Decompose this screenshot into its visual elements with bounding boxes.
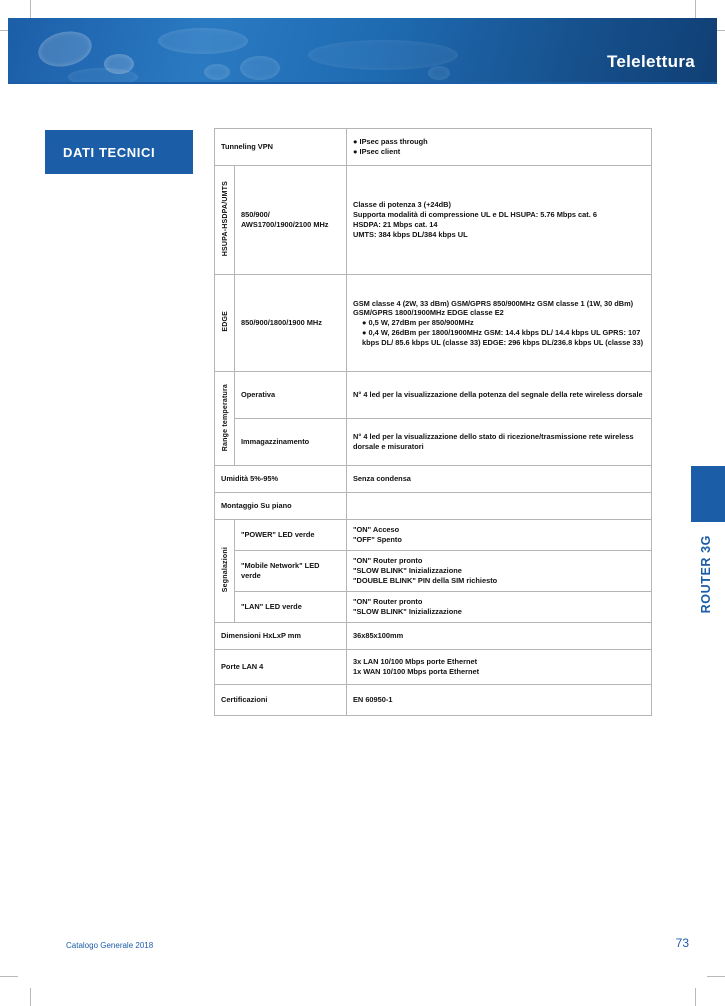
section-tab-label: ROUTER 3G (699, 535, 713, 614)
page-title: Telelettura (606, 52, 695, 71)
header-rule (8, 82, 717, 84)
water-drop-decoration (35, 27, 95, 71)
row-label: 850/900/1800/1900 MHz (235, 275, 347, 372)
row-group-label: EDGE (215, 275, 235, 372)
row-label: Porte LAN 4 (215, 650, 347, 685)
row-label: "LAN" LED verde (235, 592, 347, 623)
row-value: "ON" Router pronto "SLOW BLINK" Inizializzazione "DOUBLE BLINK" PIN della SIM richiesto (347, 551, 652, 592)
row-label: Tunneling VPN (215, 129, 347, 166)
row-value: N° 4 led per la visualizzazione dello stato di ricezione/trasmissione rete wireless dorsale e misuratori (347, 419, 652, 466)
row-label: 850/900/ AWS1700/1900/2100 MHz (235, 166, 347, 275)
row-value: N° 4 led per la visualizzazione della potenza del segnale della rete wireless dorsale (347, 372, 652, 419)
water-drop-decoration (428, 66, 450, 80)
row-group-label: HSUPA-HSDPA/UMTS (215, 166, 235, 275)
spec-table-container (214, 128, 652, 716)
row-value (347, 493, 652, 520)
row-label: Immagazzinamento (235, 419, 347, 466)
table-row (215, 419, 652, 466)
row-label: Dimensioni HxLxP mm (215, 623, 347, 650)
water-drop-decoration (158, 28, 248, 54)
dati-tecnici-heading: DATI TECNICI (45, 130, 193, 174)
table-row (215, 551, 652, 592)
table-row (215, 466, 652, 493)
row-label: Montaggio Su piano (215, 493, 347, 520)
row-value: ● IPsec pass through ● IPsec client (347, 129, 652, 166)
crop-mark-bottom-left-h (0, 976, 18, 977)
water-drop-decoration (68, 68, 138, 82)
row-label: Umidità 5%-95% (215, 466, 347, 493)
section-tab-marker (691, 466, 725, 522)
table-row (215, 129, 652, 166)
page-number: 73 (675, 936, 689, 950)
table-row (215, 592, 652, 623)
row-label: "POWER" LED verde (235, 520, 347, 551)
row-value: 3x LAN 10/100 Mbps porte Ethernet 1x WAN 10/100 Mbps porta Ethernet (347, 650, 652, 685)
table-row (215, 166, 652, 275)
row-value: Senza condensa (347, 466, 652, 493)
spec-table (214, 128, 652, 716)
table-row (215, 520, 652, 551)
row-value: 36x85x100mm (347, 623, 652, 650)
table-row (215, 685, 652, 716)
row-group-label: Range temperatura (215, 372, 235, 466)
table-row (215, 623, 652, 650)
row-group-label: Segnalazioni (215, 520, 235, 623)
crop-mark-bottom-right-h (707, 976, 725, 977)
water-drop-decoration (204, 64, 230, 80)
table-row (215, 372, 652, 419)
crop-mark-bottom-right-v (695, 988, 696, 1006)
table-row (215, 650, 652, 685)
row-value: EN 60950-1 (347, 685, 652, 716)
row-value: GSM classe 4 (2W, 33 dBm) GSM/GPRS 850/900MHz GSM classe 1 (1W, 30 dBm) GSM/GPRS 1800/1900MHz EDGE classe E2 ● 0,5 W, 27dBm per 850/900MHz ● 0,4 W, 26dBm per 1800/1900MHz GSM: 14.4 kbps DL/ 14.4 kbps UL GPRS: 107 kbps DL/ 85.6 kbps UL (classe 33) EDGE: 296 kbps DL/236.8 kbps UL (classe 33) (347, 275, 652, 372)
crop-mark-top-right-v (695, 0, 696, 18)
row-label: "Mobile Network" LED verde (235, 551, 347, 592)
table-row (215, 493, 652, 520)
table-row (215, 275, 652, 372)
water-drop-decoration (240, 56, 280, 80)
crop-mark-bottom-left-v (30, 988, 31, 1006)
crop-mark-top-left-v (30, 0, 31, 18)
row-label: Operativa (235, 372, 347, 419)
footer-catalog-label: Catalogo Generale 2018 (66, 941, 154, 950)
row-value: "ON" Acceso "OFF" Spento (347, 520, 652, 551)
row-value: "ON" Router pronto "SLOW BLINK" Inizializzazione (347, 592, 652, 623)
row-label: Certificazioni (215, 685, 347, 716)
page-header-banner (8, 18, 717, 82)
row-value: Classe di potenza 3 (+24dB) Supporta modalità di compressione UL e DL HSUPA: 5.76 Mbps cat. 6 HSDPA: 21 Mbps cat. 14 UMTS: 384 kbps DL/384 kbps UL (347, 166, 652, 275)
